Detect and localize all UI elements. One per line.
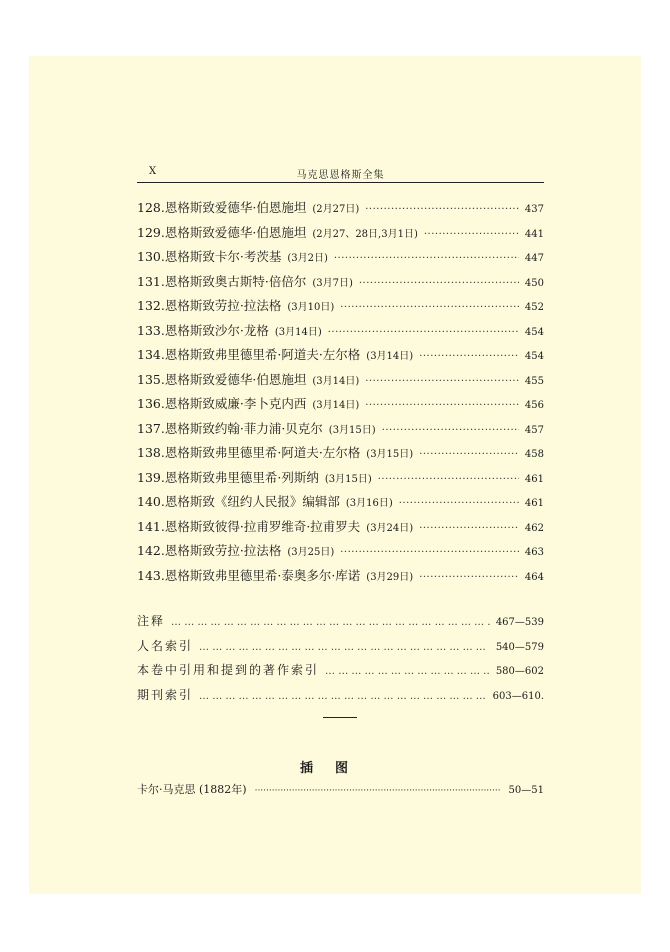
section-entry [137,661,544,686]
toc-title: 恩格斯致弗里德里希·泰奥多尔·库诺 [164,567,361,583]
toc-date: (2月27、28日,3月1日) [312,228,418,240]
section-page-range: 580—602 [495,666,544,677]
toc-title: 恩格斯致劳拉·拉法格 [164,543,282,558]
toc-entry [137,345,544,370]
table-of-contents [137,198,544,590]
dot-leader [365,376,519,387]
dot-leader [378,474,519,485]
toc-number: 136. [137,396,165,411]
toc-date: (3月14日) [312,400,360,411]
toc-entry [137,566,544,591]
book-title: 马克思恩格斯全集 [296,170,385,181]
dot-leader [340,547,519,558]
section-page-range: 467—539 [495,617,544,628]
toc-entry [137,419,544,444]
illustration-title: 卡尔·马克思 (1882年) [137,783,247,796]
toc-title: 恩格斯致劳拉·拉法格 [164,298,282,313]
dot-leader [419,449,519,460]
toc-number: 129. [137,224,165,240]
toc-title: 恩格斯致奥古斯特·倍倍尔 [164,273,307,289]
dot-leader [424,229,519,240]
toc-entry [137,370,544,395]
toc-date: (3月2日) [287,253,328,264]
toc-page-number: 461 [524,473,544,485]
dot-leader [365,400,519,411]
toc-page-number: 447 [524,253,544,264]
toc-title: 恩格斯致沙尔·龙格 [164,322,269,338]
toc-entry [137,296,544,321]
section-title: 注释 [137,614,166,628]
toc-title: 恩格斯致弗里德里希·阿道夫·左尔格 [164,445,361,460]
section-title: 期刊索引 [137,687,194,702]
dot-leader [419,523,519,534]
dot-leader [325,666,490,677]
dot-leader [419,572,519,583]
dot-leader [340,302,519,313]
toc-page-number: 462 [524,522,544,534]
section-title: 本卷中引用和提到的著作索引 [137,663,320,677]
toc-page-number: 450 [524,277,544,289]
toc-date: (3月14日) [274,326,322,338]
toc-number: 134. [137,347,165,362]
toc-entry [137,541,544,566]
toc-entry [137,492,544,517]
toc-page-number: 461 [524,498,544,509]
toc-title: 恩格斯致弗里德里希·阿道夫·左尔格 [164,347,361,362]
toc-date: (3月7日) [312,277,353,289]
toc-date: (3月14日) [366,351,414,362]
dot-leader [382,425,519,436]
toc-title: 恩格斯致爱德华·伯恩施坦 [164,224,307,240]
toc-page-number: 452 [524,302,544,313]
section-entry [137,686,544,711]
toc-number: 142. [137,543,165,558]
toc-entry [137,468,544,493]
toc-title: 恩格斯致彼得·拉甫罗维奇·拉甫罗夫 [164,518,361,534]
toc-entry [137,394,544,419]
dot-leader [199,642,490,653]
dot-leader [328,327,519,338]
illustrations-list [137,781,544,797]
toc-page-number: 456 [524,400,544,411]
toc-page-number: 463 [524,547,544,558]
toc-entry [137,517,544,542]
toc-title: 恩格斯致弗里德里希·列斯纳 [164,469,319,485]
toc-number: 131. [137,273,165,289]
dot-leader [419,351,519,362]
page-number: X [149,166,157,177]
toc-title: 恩格斯致约翰·菲力浦·贝克尔 [164,420,323,436]
toc-entry [137,272,544,297]
section-divider [323,717,357,718]
toc-title: 恩格斯致《纽约人民报》编辑部 [164,494,340,509]
toc-number: 138. [137,445,165,460]
toc-number: 140. [137,494,165,509]
back-matter-sections [137,612,544,710]
toc-date: (3月29日) [366,571,414,583]
toc-page-number: 457 [524,424,544,436]
toc-number: 128. [137,200,165,215]
toc-date: (3月10日) [287,302,335,313]
toc-title: 恩格斯致威廉·李卜克内西 [164,396,307,411]
toc-number: 132. [137,298,165,313]
section-entry [137,637,544,662]
toc-entry [137,247,544,272]
toc-number: 133. [137,322,165,338]
toc-date: (3月15日) [366,449,414,460]
toc-page-number: 455 [524,375,544,387]
illustrations-heading: 插图 [299,761,370,776]
toc-date: (3月14日) [312,375,360,387]
toc-number: 141. [137,518,165,534]
section-entry [137,612,544,637]
illustration-entry [137,781,544,797]
toc-number: 143. [137,567,165,583]
toc-entry [137,223,544,248]
toc-number: 130. [137,249,165,264]
toc-page-number: 441 [524,228,544,240]
toc-number: 135. [137,371,165,387]
toc-date: (3月15日) [328,424,376,436]
dot-leader [334,253,519,264]
toc-number: 137. [137,420,165,436]
dot-leader [399,498,519,509]
dot-leader [171,617,490,628]
toc-date: (3月24日) [366,522,414,534]
dot-leader [359,278,519,289]
toc-title: 恩格斯致爱德华·伯恩施坦 [164,200,307,215]
dot-leader [365,204,519,215]
toc-entry [137,321,544,346]
toc-page-number: 454 [524,326,544,338]
toc-number: 139. [137,469,165,485]
toc-date: (3月25日) [287,547,335,558]
toc-date: (2月27日) [312,204,360,215]
page-header [137,160,544,183]
toc-entry [137,443,544,468]
toc-title: 恩格斯致爱德华·伯恩施坦 [164,371,307,387]
toc-page-number: 437 [524,204,544,215]
toc-page-number: 458 [524,449,544,460]
toc-page-number: 464 [524,571,544,583]
section-title: 人名索引 [137,638,194,653]
section-page-range: 603—610. [492,690,544,702]
toc-entry [137,198,544,223]
dot-leader [255,786,501,796]
illustration-page-range: 50—51 [508,785,544,796]
dot-leader [199,691,487,702]
toc-title: 恩格斯致卡尔·考茨基 [164,249,282,264]
toc-page-number: 454 [524,351,544,362]
toc-date: (3月15日) [324,473,372,485]
toc-date: (3月16日) [345,498,393,509]
section-page-range: 540—579 [495,641,544,653]
